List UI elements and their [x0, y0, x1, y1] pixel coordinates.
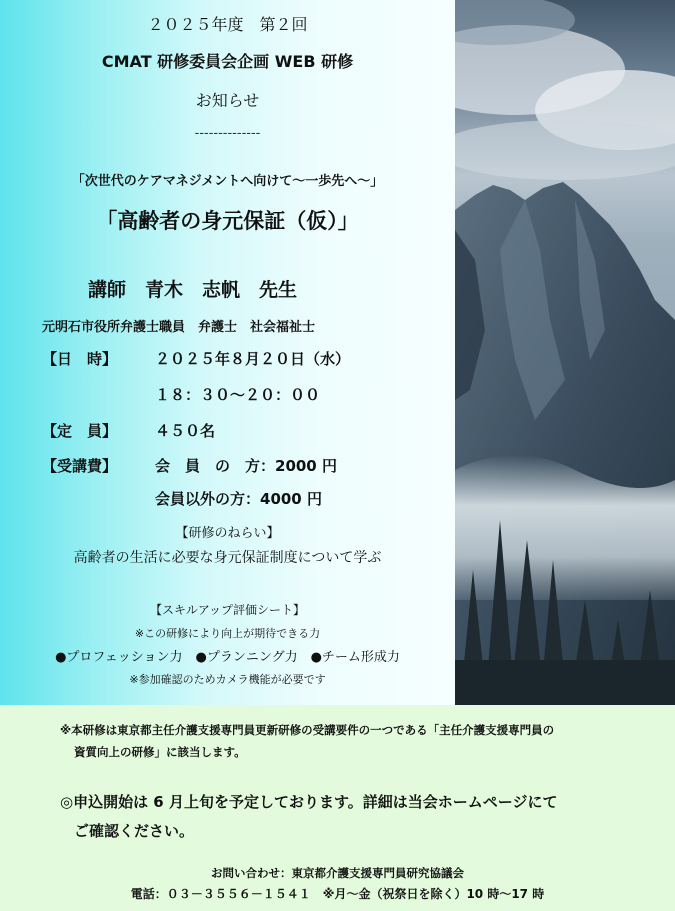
event-time: １８：３０～２０：００ — [155, 386, 321, 404]
application-line2: ご確認ください。 — [74, 822, 195, 840]
theme-title: 「高齢者の身元保証（仮）」 — [96, 209, 359, 233]
datetime-label: 【日 時】 — [42, 350, 118, 368]
capacity-label: 【定 員】 — [42, 422, 118, 440]
camera-note: ※参加確認のためカメラ機能が必要です — [129, 673, 326, 686]
contact-org: お問い合わせ：東京都介護支援専門員研究協議会 — [211, 866, 464, 880]
mountain-photo — [455, 0, 675, 705]
notice-section — [0, 705, 675, 911]
header-notice: お知らせ — [195, 91, 260, 110]
aim-heading: 【研修のねらい】 — [175, 526, 280, 541]
fee-nonmember: 会員以外の方：4000 円 — [155, 490, 322, 508]
fee-label: 【受講費】 — [42, 457, 118, 475]
aim-text: 高齢者の生活に必要な身元保証制度について学ぶ — [73, 550, 382, 566]
requirement-line2: 資質向上の研修」に該当します。 — [74, 745, 246, 759]
skill-items: ●プロフェッション力 ●プランニング力 ●チーム形成力 — [55, 650, 400, 665]
skill-note: ※この研修により向上が期待できる力 — [134, 627, 321, 640]
theme-series: 「次世代のケアマネジメントへ向けて～一歩先へ～」 — [71, 174, 384, 189]
header-divider: -------------- — [194, 126, 261, 141]
application-line1: ◎申込開始は 6 月上旬を予定しております。詳細は当会ホームページにて — [60, 793, 558, 811]
capacity-value: ４５０名 — [155, 422, 216, 440]
skill-heading: 【スキルアップ評価シート】 — [149, 603, 306, 617]
header-year: ２０２５年度 第２回 — [147, 15, 308, 34]
lecturer-name: 講師 青木 志帆 先生 — [88, 279, 298, 301]
header-title: CMAT 研修委員会企画 WEB 研修 — [101, 52, 354, 71]
contact-phone: 電話：０３－３５５６－１５４１ ※月～金（祝祭日を除く）10 時～17 時 — [130, 887, 545, 901]
fee-member: 会 員 の 方：2000 円 — [155, 457, 337, 475]
lecturer-affiliation: 元明石市役所弁護士職員 弁護士 社会福祉士 — [42, 320, 316, 335]
requirement-line1: ※本研修は東京都主任介護支援専門員更新研修の受講要件の一つである「主任介護支援専門員の — [60, 723, 555, 737]
event-date: ２０２５年８月２０日（水） — [155, 350, 351, 368]
